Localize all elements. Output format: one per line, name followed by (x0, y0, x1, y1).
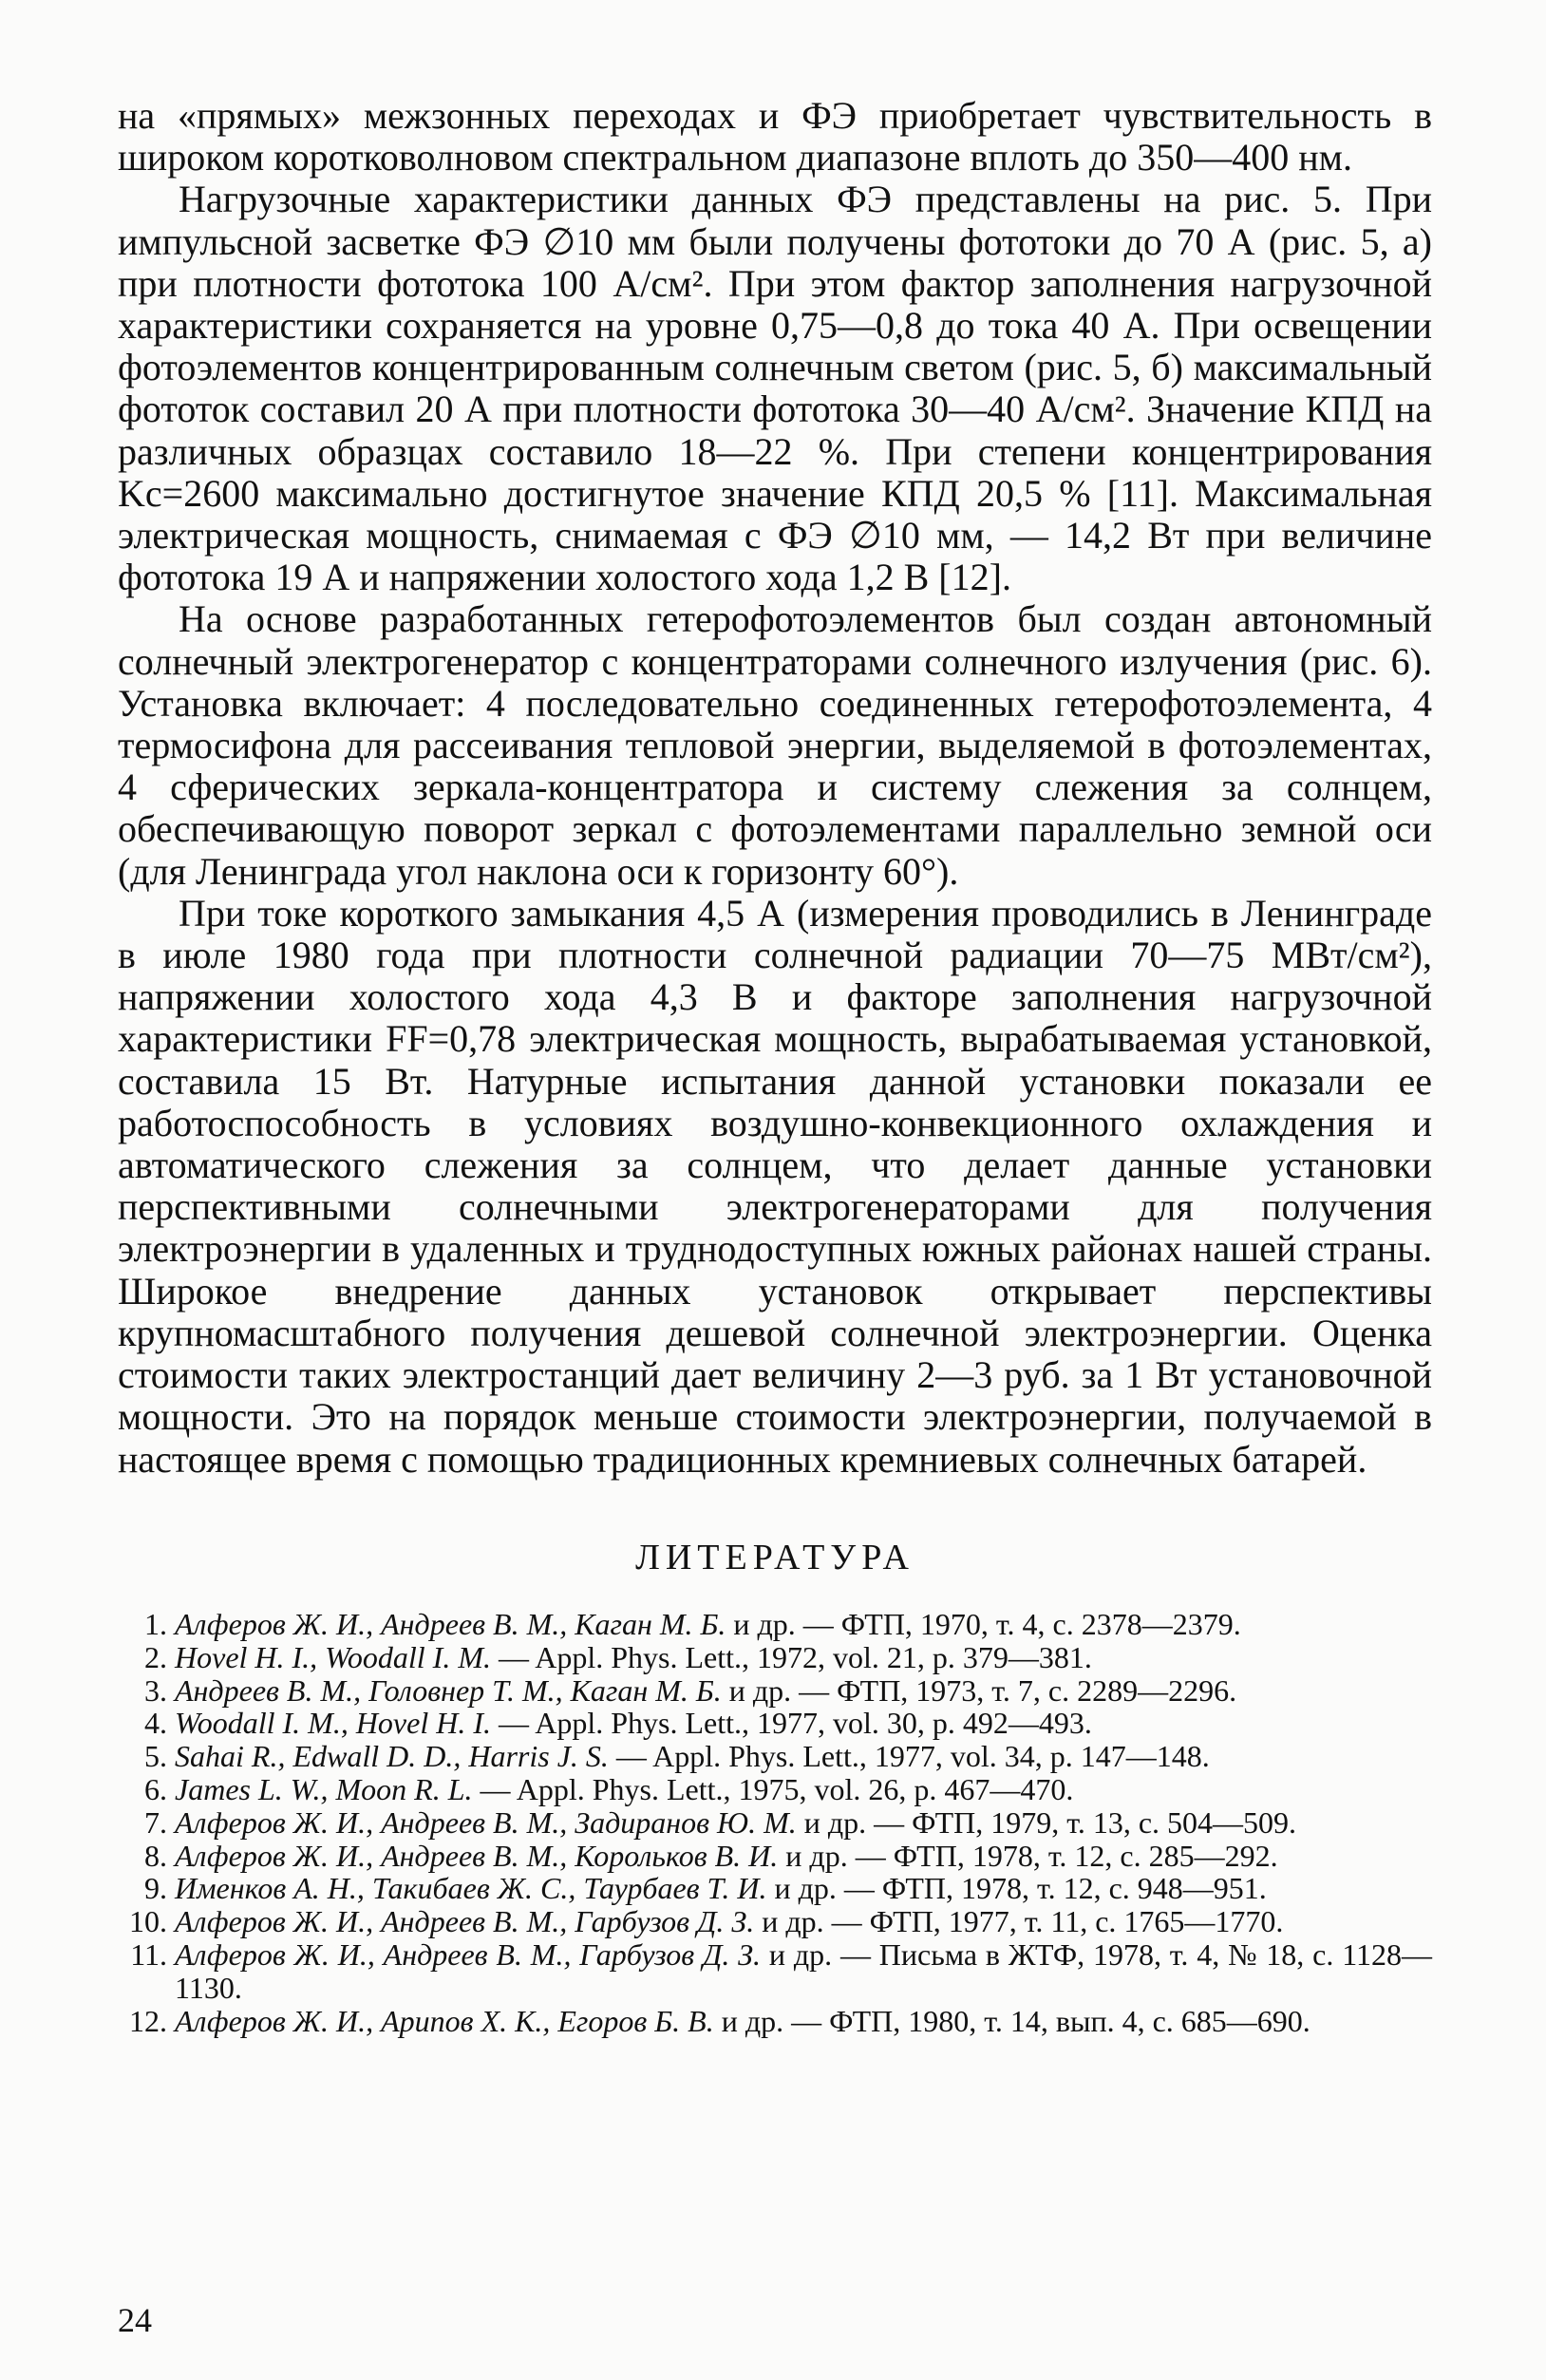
reference-item (118, 1872, 1432, 1905)
reference-authors: Алферов Ж. И., Арипов Х. К., Егоров Б. В. (175, 2003, 714, 2038)
reference-item (118, 2005, 1432, 2038)
reference-source: и др. — ФТП, 1977, т. 11, с. 1765—1770. (754, 1904, 1284, 1939)
reference-item (118, 1905, 1432, 1938)
reference-number: 11. (130, 1936, 167, 1972)
reference-source: и др. — ФТП, 1978, т. 12, с. 285—292. (778, 1838, 1278, 1873)
reference-item (118, 1608, 1432, 1641)
reference-item (118, 1740, 1432, 1773)
reference-item (118, 1641, 1432, 1674)
body-text (118, 95, 1432, 1481)
reference-number: 4. (144, 1706, 167, 1741)
reference-source: — Appl. Phys. Lett., 1975, vol. 26, p. 467—470. (472, 1771, 1074, 1806)
reference-authors: Андреев В. М., Головнер Т. М., Каган М. Б. (175, 1672, 722, 1708)
reference-item (118, 1707, 1432, 1740)
reference-authors: Алферов Ж. И., Андреев В. М., Задиранов Ю. М. (175, 1804, 797, 1840)
reference-authors: Woodall I. M., Hovel H. I. (175, 1706, 491, 1741)
paragraph: на «прямых» межзонных переходах и ФЭ приобретает чувствительность в широком коротковолновом спектральном диапазоне вплоть до 350—400 нм. (118, 94, 1432, 179)
reference-number: 1. (144, 1607, 167, 1641)
reference-number: 7. (144, 1804, 167, 1840)
reference-source: — Appl. Phys. Lett., 1977, vol. 34, p. 147—148. (608, 1739, 1210, 1774)
reference-number: 9. (144, 1871, 167, 1906)
reference-number: 5. (144, 1739, 167, 1774)
reference-number: 12. (129, 2003, 167, 2038)
reference-number: 10. (129, 1904, 167, 1939)
reference-authors: Алферов Ж. И., Андреев В. М., Гарбузов Д. З. (175, 1904, 755, 1939)
paragraph: Нагрузочные характеристики данных ФЭ представлены на рис. 5. При импульсной засветке ФЭ ∅10 мм были получены фототоки до 70 А (рис. 5, а) при плотности фототока 100 А/см². При этом фактор заполнения нагрузочной характеристики сохраняется на уровне 0,75—0,8 до тока 40 А. При освещении фотоэлементов концентрированным солнечным светом (рис. 5, б) максимальный фототок составил 20 А при плотности фототока 30—40 А/см². Значение КПД на различных образцах составило 18—22 %. При степени концентрирования Kc=2600 максимально достигнутое значение КПД 20,5 % [11]. Максимальная электрическая мощность, снимаемая с ФЭ ∅10 мм, — 14,2 Вт при величине фототока 19 А и напряжении холостого хода 1,2 В [12]. (118, 178, 1432, 599)
references-list (118, 1608, 1432, 2037)
paragraph: На основе разработанных гетерофотоэлементов был создан автономный солнечный электрогенератор с концентраторами солнечного излучения (рис. 6). Установка включает: 4 последовательно соединенных гетерофотоэлемента, 4 термосифона для рассеивания тепловой энергии, выделяемой в фотоэлементах, 4 сферических зеркала-концентратора и систему слежения за солнцем, обеспечивающую поворот зеркал с фотоэлементами параллельно земной оси (для Ленинграда угол наклона оси к горизонту 60°). (118, 597, 1432, 893)
reference-source: — Appl. Phys. Lett., 1972, vol. 21, p. 379—381. (490, 1639, 1092, 1674)
page-number: 24 (118, 2301, 152, 2339)
reference-source: и др. — ФТП, 1970, т. 4, с. 2378—2379. (726, 1607, 1241, 1641)
reference-item (118, 1938, 1432, 2005)
reference-authors: Именков А. Н., Такибаев Ж. С., Таурбаев Т. И. (175, 1871, 767, 1906)
reference-authors: Алферов Ж. И., Андреев В. М., Корольков В. И. (175, 1838, 779, 1873)
paragraph: При токе короткого замыкания 4,5 А (измерения проводились в Ленинграде в июле 1980 года при плотности солнечной радиации 70—75 МВт/см²), напряжении холостого хода 4,3 В и факторе заполнения нагрузочной характеристики FF=0,78 электрическая мощность, вырабатываемая установкой, составила 15 Вт. Натурные испытания данной установки показали ее работоспособность в условиях воздушно-конвекционного охлаждения и автоматического слежения за солнцем, что делает данные установки перспективными солнечными электрогенераторами для получения электроэнергии в удаленных и труднодоступных южных районах нашей страны. Широкое внедрение данных установок открывает перспективы крупномасштабного получения дешевой солнечной электроэнергии. Оценка стоимости таких электростанций дает величину 2—3 руб. за 1 Вт установочной мощности. Это на порядок меньше стоимости электроэнергии, получаемой в настоящее время с помощью традиционных кремниевых солнечных батарей. (118, 891, 1432, 1481)
reference-number: 3. (144, 1672, 167, 1708)
reference-number: 8. (144, 1838, 167, 1873)
reference-source: и др. — ФТП, 1978, т. 12, с. 948—951. (766, 1871, 1267, 1906)
references-heading: ЛИТЕРАТУРА (635, 1538, 914, 1577)
reference-source: и др. — ФТП, 1980, т. 14, вып. 4, с. 685—690. (713, 2003, 1310, 2038)
reference-item (118, 1806, 1432, 1840)
reference-number: 6. (144, 1771, 167, 1806)
reference-item (118, 1674, 1432, 1708)
reference-authors: Алферов Ж. И., Андреев В. М., Гарбузов Д. З. (175, 1936, 762, 1972)
reference-number: 2. (144, 1639, 167, 1674)
reference-source: — Appl. Phys. Lett., 1977, vol. 30, p. 492—493. (490, 1706, 1092, 1741)
reference-item (118, 1773, 1432, 1806)
reference-source: и др. — ФТП, 1979, т. 13, с. 504—509. (796, 1804, 1297, 1840)
reference-authors: Sahai R., Edwall D. D., Harris J. S. (175, 1739, 609, 1774)
reference-authors: James L. W., Moon R. L. (175, 1771, 473, 1806)
reference-authors: Hovel H. I., Woodall I. M. (175, 1639, 491, 1674)
reference-source: и др. — Письма в ЖТФ, 1978, т. 4, № 18, с. 1128—1130. (175, 1936, 1433, 2005)
reference-source: и др. — ФТП, 1973, т. 7, с. 2289—2296. (721, 1672, 1237, 1708)
reference-authors: Алферов Ж. И., Андреев В. М., Каган М. Б. (175, 1607, 726, 1641)
reference-item (118, 1840, 1432, 1873)
